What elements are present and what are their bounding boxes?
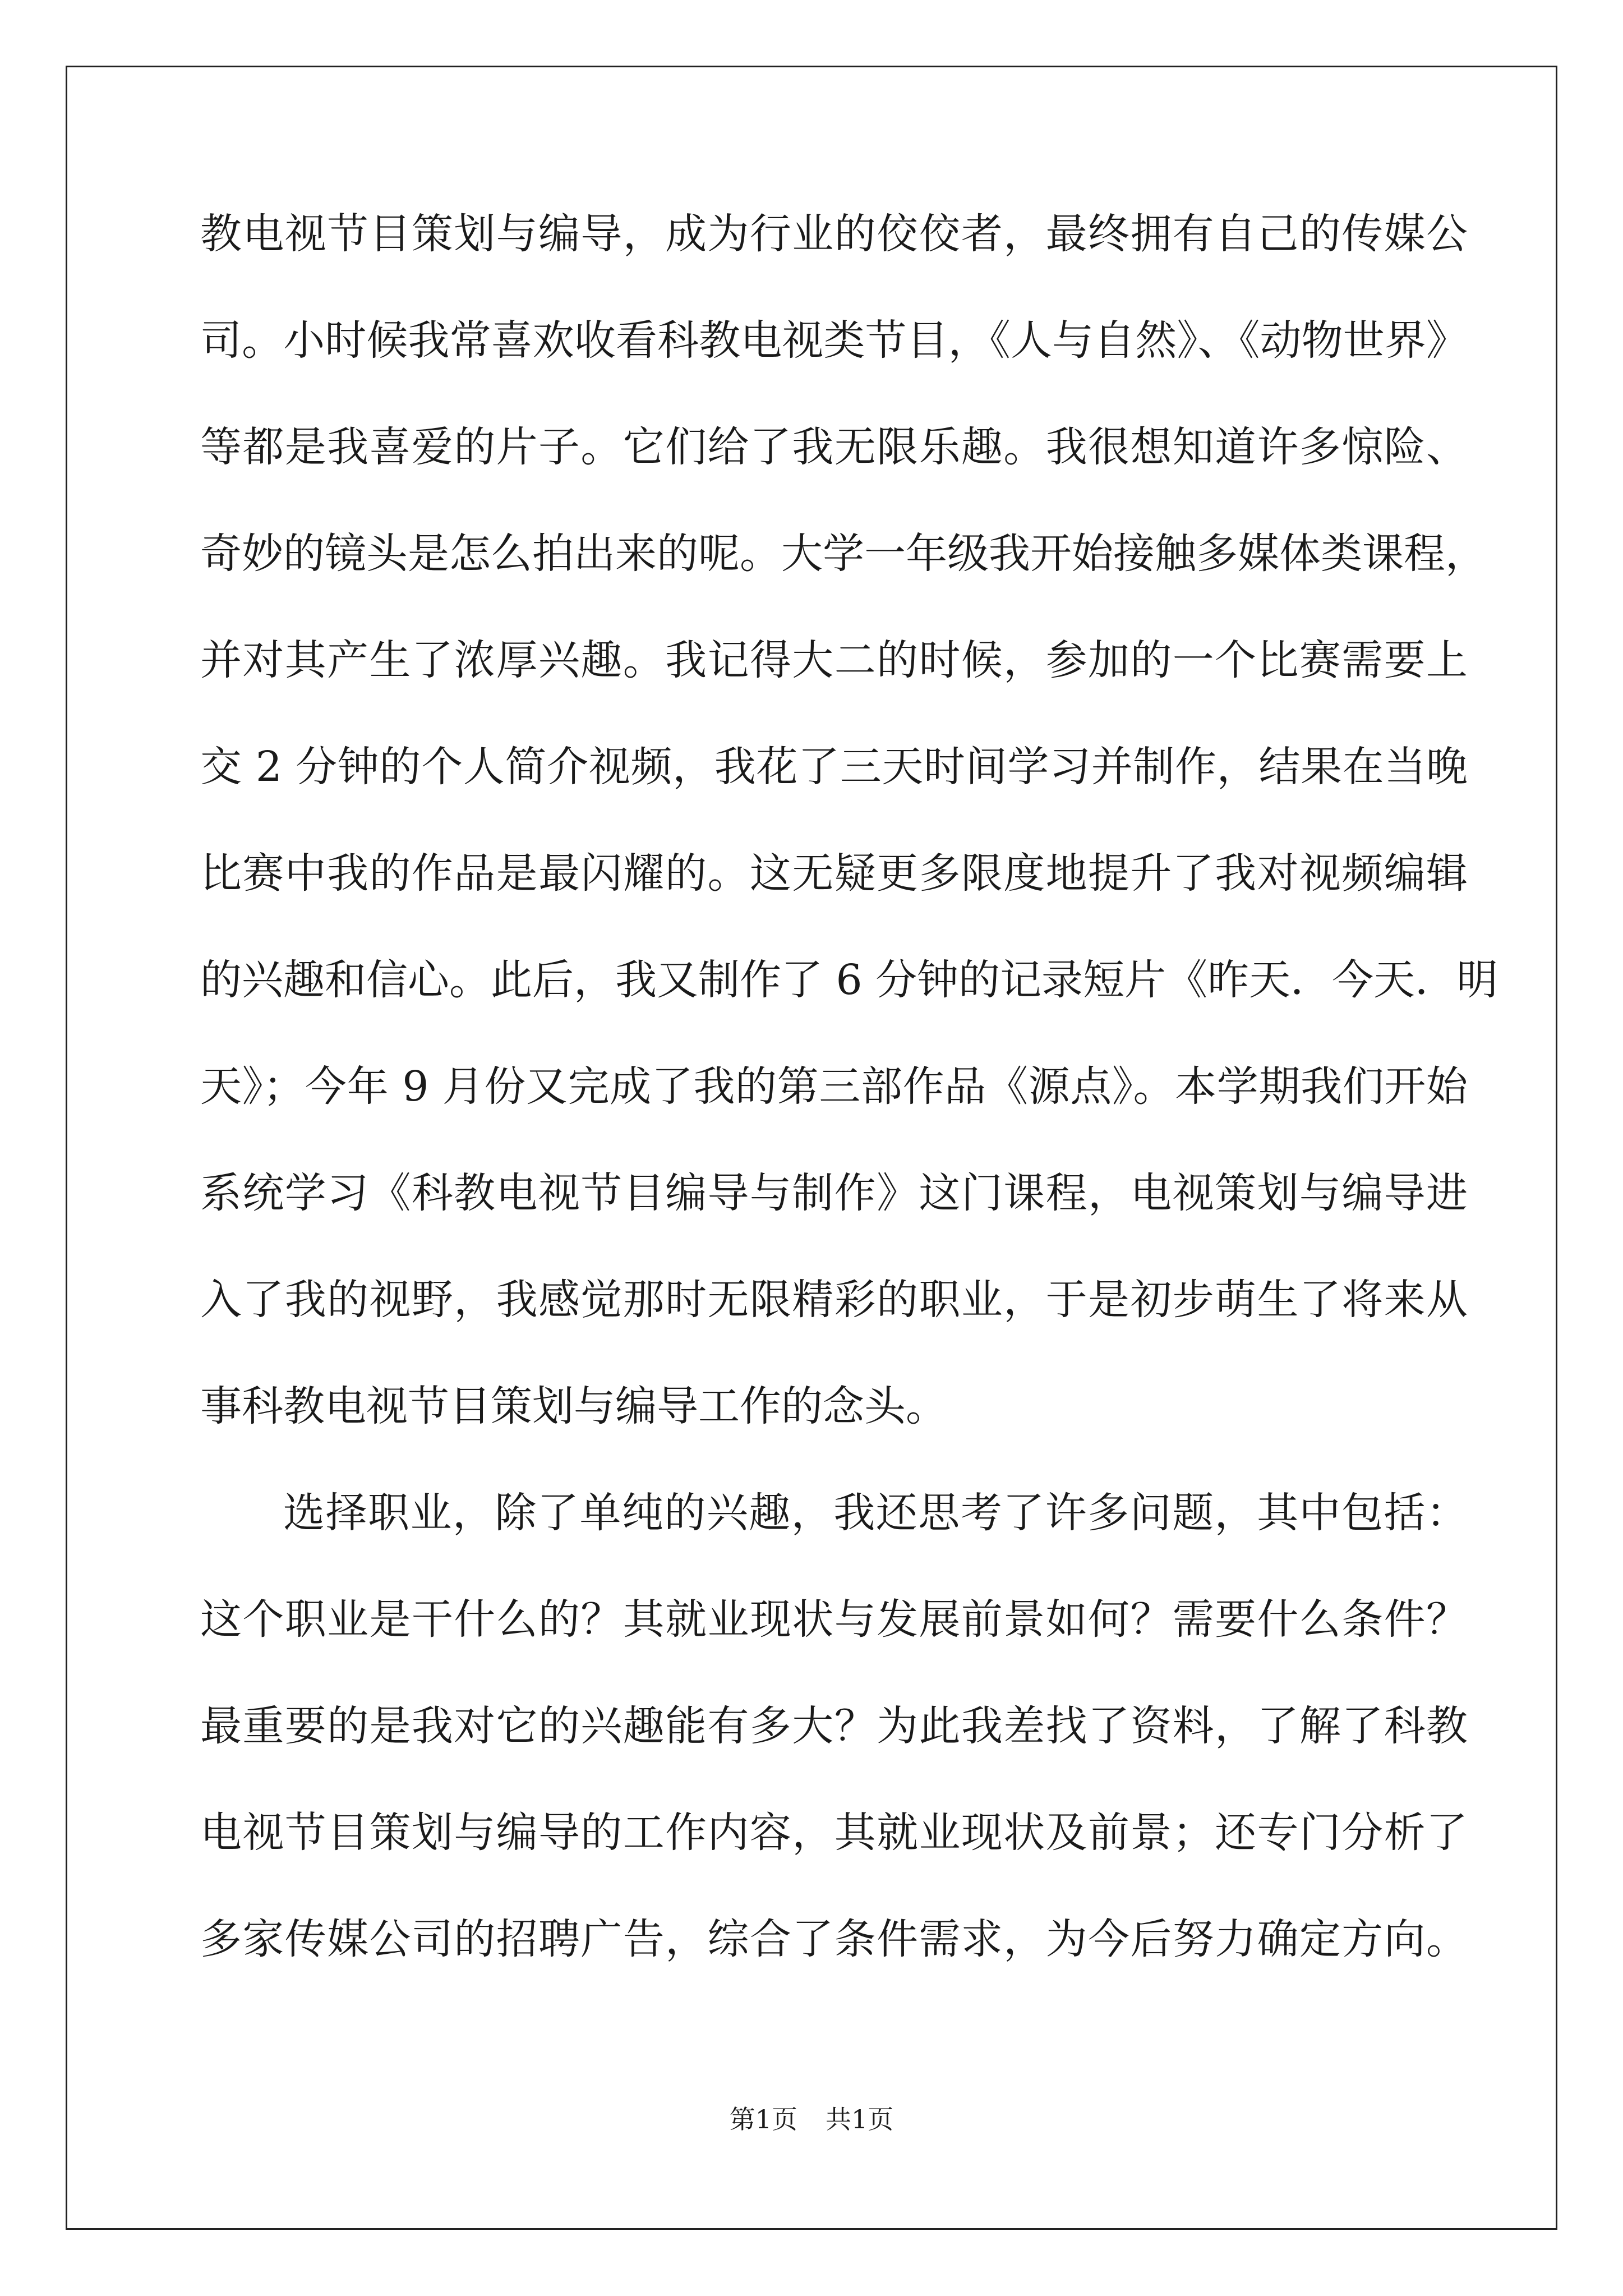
text-line: 天》；今年 9 月份又完成了我的第三部作品《源点》。本学期我们开始 xyxy=(200,1062,1468,1111)
text-line: 等都是我喜爱的片子。它们给了我无限乐趣。我很想知道许多惊险、 xyxy=(200,423,1468,471)
text-line: 电视节目策划与编导的工作内容，其就业现状及前景；还专门分析了 xyxy=(200,1809,1468,1857)
text-line: 交 2 分钟的个人简介视频，我花了三天时间学习并制作，结果在当晚 xyxy=(200,743,1468,791)
page-number: 第1页 xyxy=(729,2104,797,2134)
text-line: 的兴趣和信心。此后，我又制作了 6 分钟的记录短片《昨天．今天．明 xyxy=(200,956,1498,1004)
total-pages: 共1页 xyxy=(826,2104,894,2134)
text-line: 教电视节目策划与编导，成为行业的佼佼者，最终拥有自己的传媒公 xyxy=(200,210,1468,258)
text-line: 奇妙的镜头是怎么拍出来的呢。大学一年级我开始接触多媒体类课程， xyxy=(200,530,1487,578)
text-line: 入了我的视野，我感觉那时无限精彩的职业，于是初步萌生了将来从 xyxy=(200,1276,1468,1324)
paragraph-end-line: 事科教电视节目策划与编导工作的念头。 xyxy=(200,1382,947,1430)
text-line: 最重要的是我对它的兴趣能有多大？为此我差找了资料，了解了科教 xyxy=(200,1702,1468,1750)
body-text xyxy=(200,210,1498,2025)
text-line: 比赛中我的作品是最闪耀的。这无疑更多限度地提升了我对视频编辑 xyxy=(200,849,1468,898)
paragraph-start-line: 选择职业，除了单纯的兴趣，我还思考了许多问题，其中包括： xyxy=(283,1489,1468,1537)
page-footer xyxy=(0,2106,1623,2132)
text-line: 多家传媒公司的招聘广告，综合了条件需求，为今后努力确定方向。 xyxy=(200,1915,1468,1963)
text-line: 系统学习《科教电视节目编导与制作》这门课程，电视策划与编导进 xyxy=(200,1169,1468,1217)
text-line: 并对其产生了浓厚兴趣。我记得大二的时候，参加的一个比赛需要上 xyxy=(200,636,1468,684)
text-line: 司。小时候我常喜欢收看科教电视类节目，《人与自然》、《动物世界》 xyxy=(200,316,1468,365)
text-line: 这个职业是干什么的？其就业现状与发展前景如何？需要什么条件？ xyxy=(200,1595,1468,1644)
